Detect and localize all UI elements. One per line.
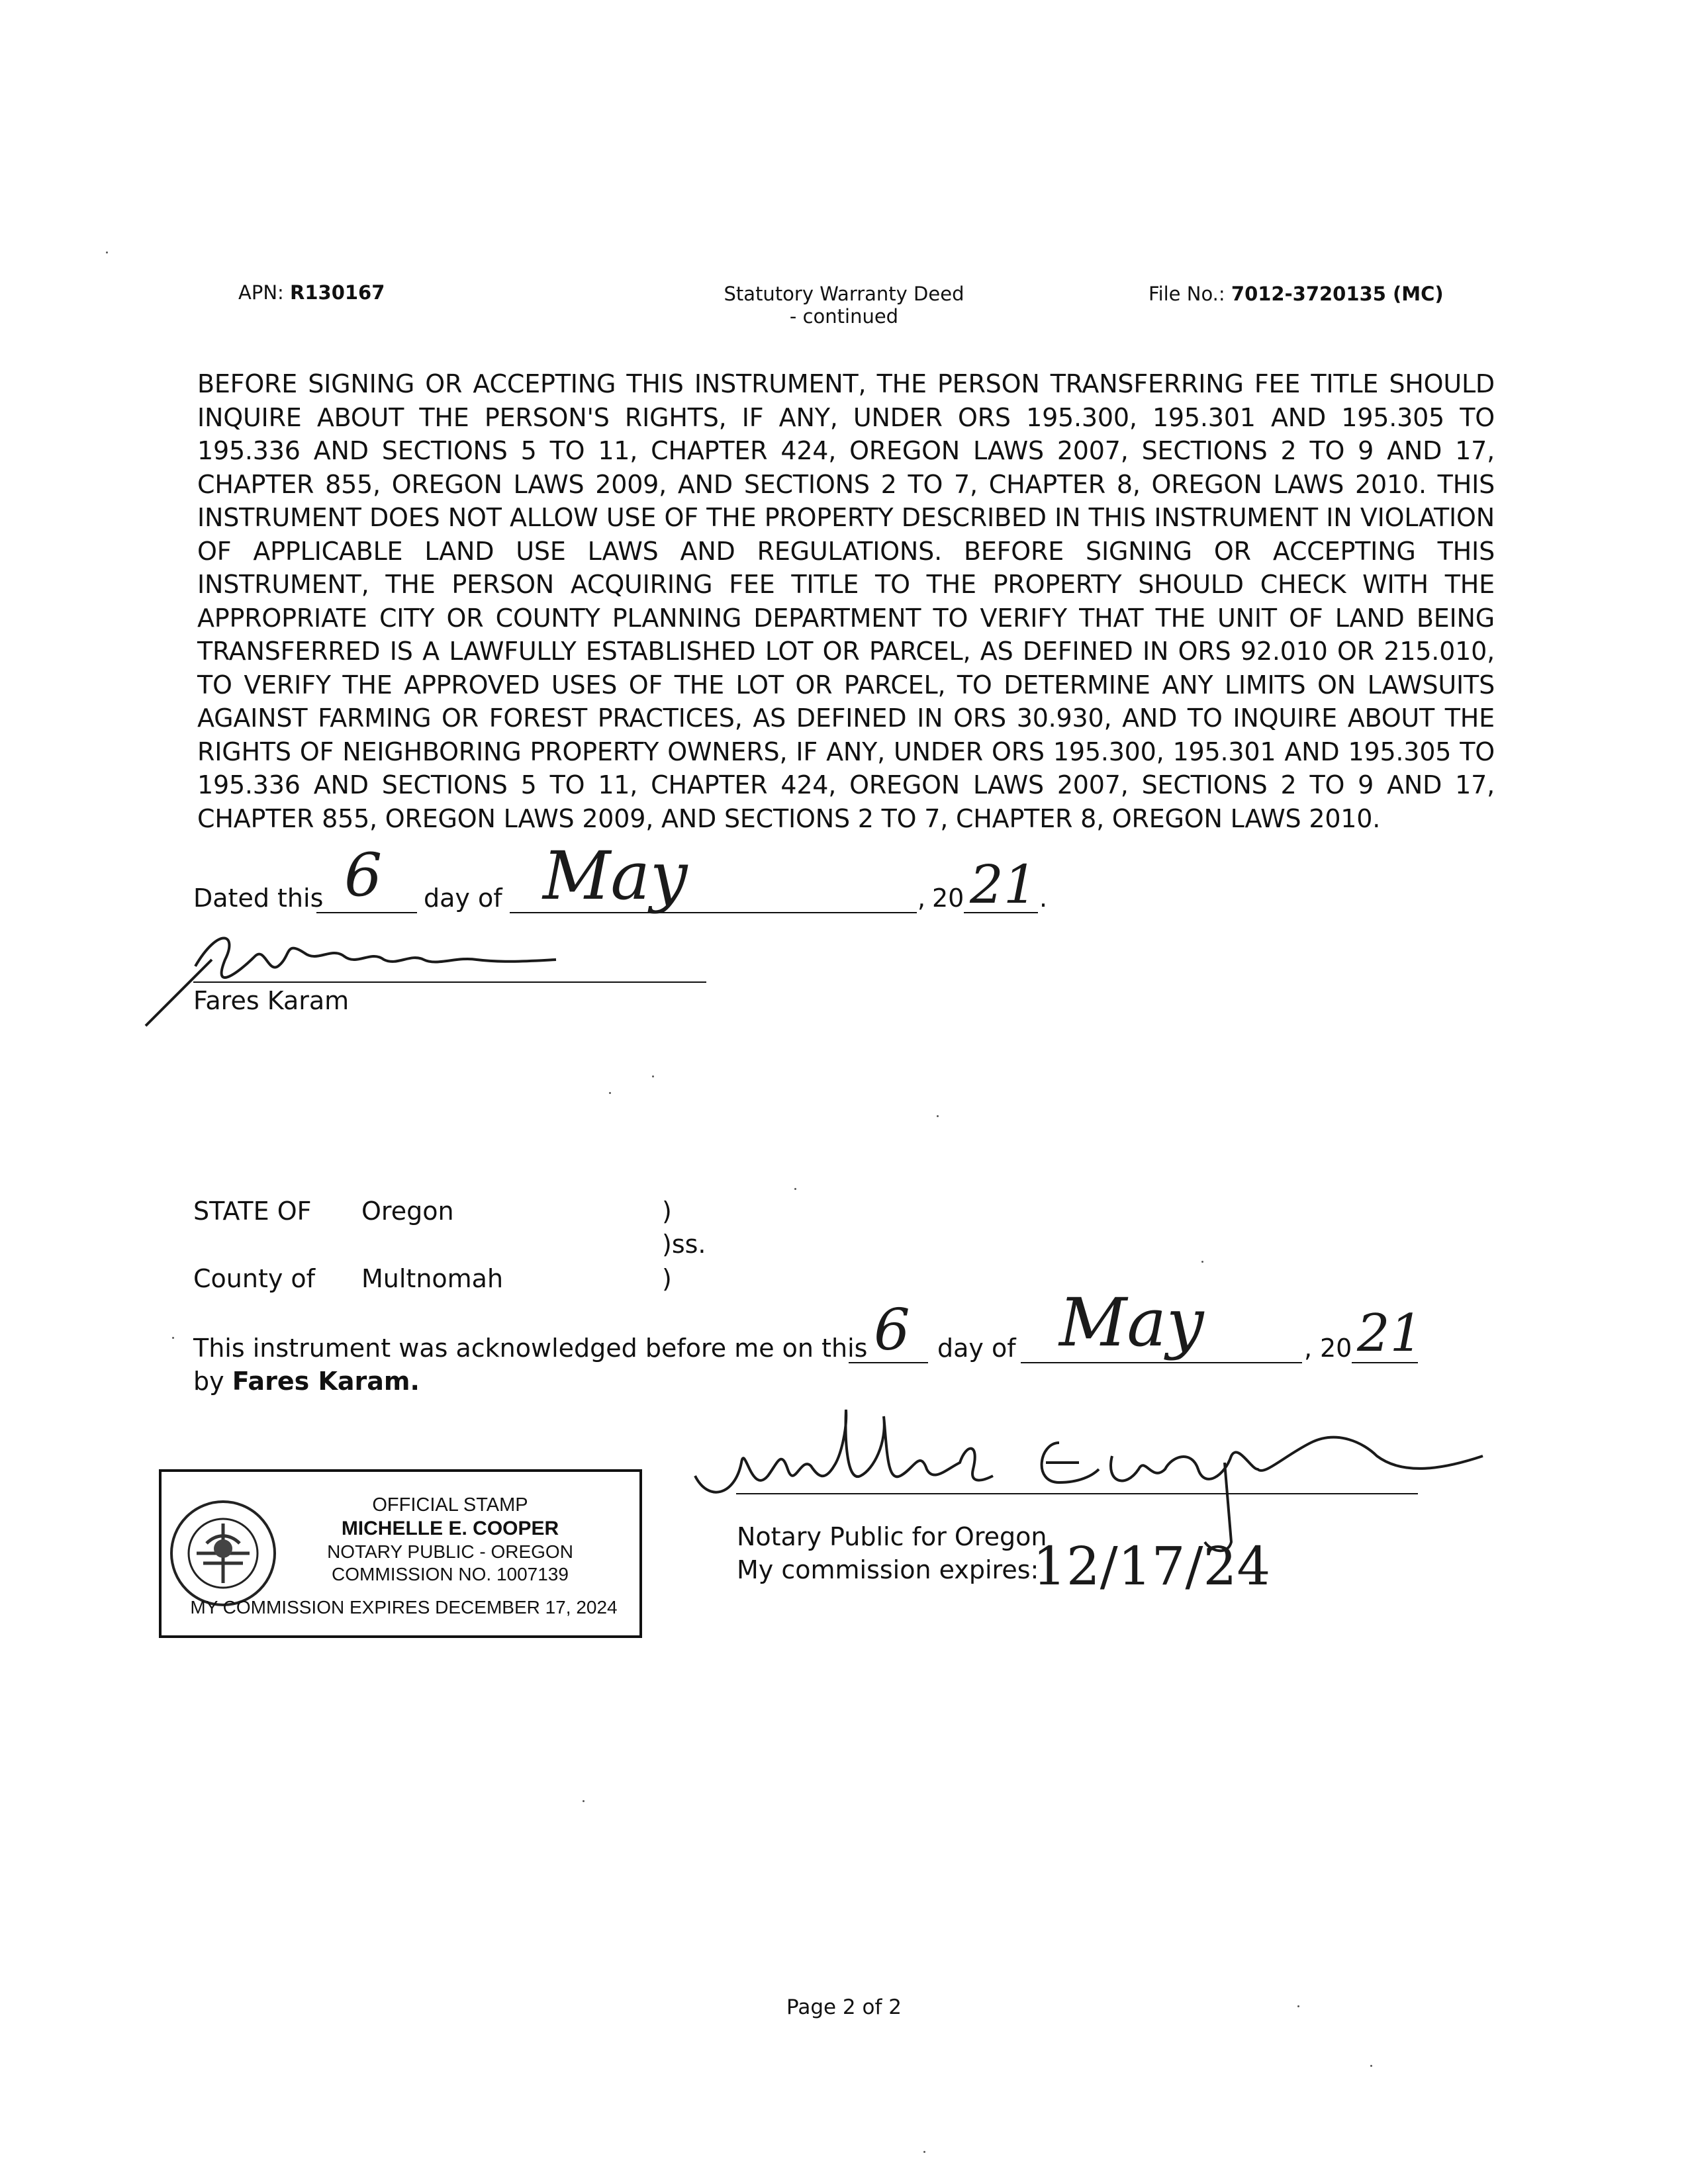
ack-day-of-label: day of (937, 1334, 1016, 1363)
stamp-line-4: COMMISSION NO. 1007139 (332, 1564, 569, 1584)
notary-signature-line (736, 1493, 1418, 1494)
scan-speck (609, 1092, 611, 1094)
apn-value: R130167 (290, 281, 385, 304)
ack-day-handwritten: 6 (874, 1297, 910, 1363)
ack-month-handwritten: May (1059, 1284, 1204, 1361)
grantor-signature-line (193, 981, 706, 983)
page-number: Page 2 of 2 (786, 1995, 902, 2019)
county-value: Multnomah (361, 1264, 504, 1293)
apn-label: APN: (238, 281, 284, 304)
file-label: File No.: (1149, 283, 1225, 305)
state-label: STATE OF (193, 1197, 312, 1226)
grantor-name: Fares Karam (193, 986, 350, 1015)
ack-by-line (193, 1367, 420, 1396)
dated-day-handwritten: 6 (344, 841, 383, 910)
scan-speck (923, 2151, 925, 2153)
land-use-notice: BEFORE SIGNING OR ACCEPTING THIS INSTRUMENT, THE PERSON TRANSFERRING FEE TITLE SHOULD INQUIRE ABOUT THE PERSON'S RIGHTS, IF ANY, UNDER ORS 195.300, 195.301 AND 195.305 TO 195.336 AND SECTIONS 5 TO 11, CHAPTER 424, OREGON LAWS 2007, SECTIONS 2 TO 9 AND 17, CHAPTER 855, OREGON LAWS 2009, AND SECTIONS 2 TO 7, CHAPTER 8, OREGON LAWS 2010. THIS INSTRUMENT DOES NOT ALLOW USE OF THE PROPERTY DESCRIBED IN THIS INSTRUMENT IN VIOLATION OF APPLICABLE LAND USE LAWS AND REGULATIONS. BEFORE SIGNING OR ACCEPTING THIS INSTRUMENT, THE PERSON ACQUIRING FEE TITLE TO THE PROPERTY SHOULD CHECK WITH THE APPROPRIATE CITY OR COUNTY PLANNING DEPARTMENT TO VERIFY THAT THE UNIT OF LAND BEING TRANSFERRED IS A LAWFULLY ESTABLISHED LOT OR PARCEL, AS DEFINED IN ORS 92.010 OR 215.010, TO VERIFY THE APPROVED USES OF THE LOT OR PARCEL, TO DETERMINE ANY LIMITS ON LAWSUITS AGAINST FARMING OR FOREST PRACTICES, AS DEFINED IN ORS 30.930, AND TO INQUIRE ABOUT THE RIGHTS OF NEIGHBORING PROPERTY OWNERS, IF ANY, UNDER ORS 195.300, 195.301 AND 195.305 TO 195.336 AND SECTIONS 5 TO 11, CHAPTER 424, OREGON LAWS 2007, SECTIONS 2 TO 9 AND 17, CHAPTER 855, OREGON LAWS 2009, AND SECTIONS 2 TO 7, CHAPTER 8, OREGON LAWS 2010. (197, 369, 1495, 833)
scan-speck (172, 1337, 174, 1339)
notary-expires-label: My commission expires: (737, 1555, 1039, 1584)
document-title: Statutory Warranty Deed (724, 283, 964, 305)
scan-speck (583, 1800, 585, 1802)
dated-month-handwritten: May (543, 837, 688, 915)
ack-by-label: by (193, 1367, 224, 1396)
scan-speck (1370, 2065, 1372, 2067)
county-label: County of (193, 1264, 316, 1293)
ack-month-line (1021, 1362, 1302, 1363)
state-value: Oregon (361, 1197, 454, 1226)
apn (238, 281, 385, 304)
notary-expires-handwritten: 12/17/24 (1033, 1535, 1271, 1597)
grantor-signature (132, 920, 596, 1039)
venue-paren-2: ) (662, 1264, 672, 1293)
document-subtitle: - continued (789, 305, 899, 328)
dated-day-of-label: day of (424, 884, 502, 913)
stamp-line-2: MICHELLE E. COOPER (341, 1518, 559, 1539)
notary-title: Notary Public for Oregon (737, 1522, 1047, 1551)
dated-period: . (1039, 884, 1048, 913)
stamp-line-5: MY COMMISSION EXPIRES DECEMBER 17, 2024 (190, 1597, 618, 1617)
dated-day-line (316, 912, 417, 913)
dated-comma: , (917, 884, 926, 913)
scan-speck (794, 1188, 796, 1190)
dated-year-handwritten: 21 (970, 854, 1037, 915)
document-title-block (695, 283, 993, 328)
scan-speck (1297, 2005, 1299, 2007)
file-number (1149, 283, 1444, 305)
venue-paren-1: ) (662, 1197, 672, 1226)
stamp-line-3: NOTARY PUBLIC - OREGON (327, 1541, 573, 1562)
venue-ss: )ss. (662, 1230, 706, 1259)
ack-year-handwritten: 21 (1357, 1304, 1423, 1363)
scan-speck (1201, 1261, 1203, 1263)
file-value: 7012-3720135 (MC) (1231, 283, 1444, 305)
scan-speck (652, 1075, 654, 1077)
acknowledgment-text: This instrument was acknowledged before me on this (193, 1334, 868, 1363)
ack-year-prefix: 20 (1320, 1334, 1352, 1363)
dated-year-prefix: 20 (932, 884, 964, 913)
scan-speck (937, 1115, 939, 1117)
dated-this-label: Dated this (193, 884, 324, 913)
scan-speck (106, 251, 108, 253)
ack-by-name: Fares Karam. (232, 1367, 420, 1396)
ack-comma: , (1304, 1334, 1313, 1363)
stamp-line-1: OFFICIAL STAMP (372, 1494, 528, 1516)
